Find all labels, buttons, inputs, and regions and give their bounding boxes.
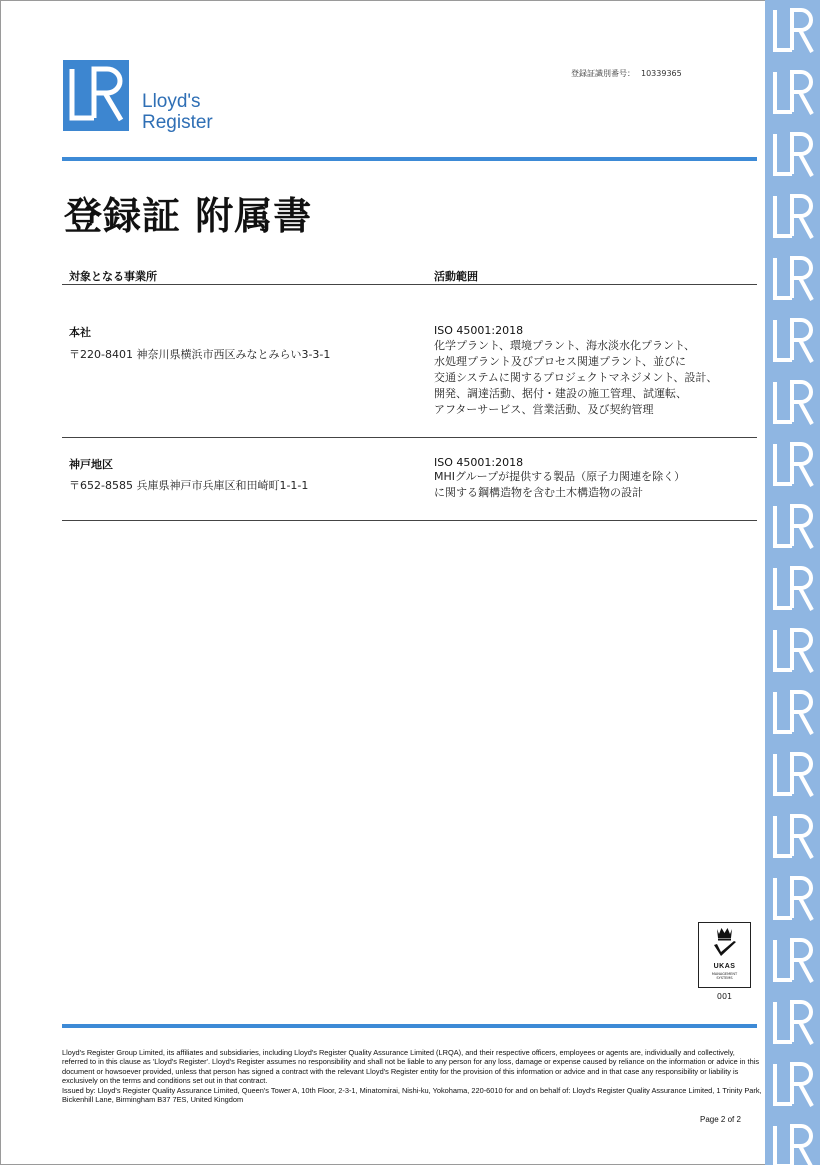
site-address: 〒652-8585 兵庫県神戸市兵庫区和田崎町1-1-1 xyxy=(69,479,309,492)
lr-watermark-icon xyxy=(765,1116,820,1165)
lr-watermark-icon xyxy=(765,62,820,124)
ukas-wordmark: UKAS xyxy=(713,963,736,970)
lr-watermark-icon xyxy=(765,992,820,1054)
ukas-subtitle xyxy=(699,972,750,980)
lr-watermark-icon xyxy=(765,930,820,992)
certificate-id xyxy=(571,68,682,79)
scope-line: 開発、調達活動、据付・建設の施工管理、試運転、 xyxy=(434,387,687,400)
row-divider xyxy=(62,437,757,438)
lr-watermark-icon xyxy=(765,434,820,496)
site-name: 本社 xyxy=(69,326,91,339)
header-rule xyxy=(62,157,757,161)
lr-watermark-icon xyxy=(765,682,820,744)
column-header-scope: 活動範囲 xyxy=(434,270,478,283)
ukas-sub-line: MANAGEMENT xyxy=(711,972,738,976)
standard-label: ISO 45001:2018 xyxy=(434,324,524,337)
scope-text xyxy=(434,469,764,501)
column-header-site: 対象となる事業所 xyxy=(69,270,157,283)
site-name: 神戸地区 xyxy=(69,458,113,471)
lr-watermark-icon xyxy=(765,744,820,806)
lr-watermark-icon xyxy=(765,248,820,310)
scope-line: 交通システムに関するプロジェクトマネジメント、設計、 xyxy=(434,371,718,384)
ukas-accreditation-mark xyxy=(698,922,751,988)
scope-line: 水処理プラント及びプロセス関連プラント、並びに xyxy=(434,355,687,368)
lr-watermark-icon xyxy=(765,620,820,682)
lr-watermark-icon xyxy=(765,868,820,930)
lr-watermark-icon xyxy=(765,0,820,62)
lr-watermark-icon xyxy=(765,124,820,186)
lr-watermark-icon xyxy=(765,1054,820,1116)
ukas-sub-line: SYSTEMS xyxy=(716,976,733,980)
table-header-divider xyxy=(62,284,757,285)
scope-line: MHIグループが提供する製品（原子力関連を除く） xyxy=(434,470,686,483)
lr-watermark-icon xyxy=(765,372,820,434)
scope-text xyxy=(434,338,764,418)
page-number: Page 2 of 2 xyxy=(700,1115,741,1124)
logo-line-2: Register xyxy=(142,112,213,133)
lr-watermark-icon xyxy=(765,310,820,372)
footer-disclaimer xyxy=(62,1048,762,1104)
page-title: 登録証 附属書 xyxy=(64,194,313,238)
certificate-id-value: 10339365 xyxy=(641,69,682,78)
scope-line: に関する鋼構造物を含む土木構造物の設計 xyxy=(434,486,643,499)
row-divider xyxy=(62,520,757,521)
lr-watermark-icon xyxy=(765,496,820,558)
issued-by-text: Issued by: Lloyd's Register Quality Assurance Limited, Queen's Tower A, 10th Floor, 2-3-1, Minatomirai, Nishi-ku, Yokohama, 220-6010 for and on behalf of: Lloyd's Register Quality Assurance Limited, 1 Trinity Park, Bickenhill Lane, Birmingham B37 7ES, United Kingdom xyxy=(62,1085,762,1105)
lr-watermark-icon xyxy=(765,186,820,248)
scope-line: アフターサービス、営業活動、及び契約管理 xyxy=(434,403,654,416)
scope-line: 化学プラント、環境プラント、海水淡水化プラント、 xyxy=(434,339,696,352)
accreditation-number: 001 xyxy=(716,992,733,1001)
logo-line-1: Lloyd's xyxy=(142,91,201,112)
lr-watermark-strip xyxy=(765,0,820,1165)
lr-watermark-icon xyxy=(765,558,820,620)
logo-wordmark xyxy=(142,91,262,133)
lr-logo-mark xyxy=(63,60,129,131)
disclaimer-text: Lloyd's Register Group Limited, its affiliates and subsidiaries, including Lloyd's Register Quality Assurance Limited (LRQA), and their respective officers, employees or agents are, individually and collectively, referred to in this clause as 'Lloyd's Register'. Lloyd's Register assumes no responsibility and shall not be liable to any person for any loss, damage or expense caused by reliance on the information or advice in this document or howsoever provided, unless that person has signed a contract with the relevant Lloyd's Register entity for the provision of this information or advice and in that case any responsibility or liability is exclusively on the terms and conditions set out in that contract. xyxy=(62,1048,760,1086)
standard-label: ISO 45001:2018 xyxy=(434,456,524,469)
footer-rule xyxy=(62,1024,757,1028)
site-address: 〒220-8401 神奈川県横浜市西区みなとみらい3-3-1 xyxy=(69,348,331,361)
certificate-id-label: 登録証識別番号： xyxy=(571,69,635,78)
lr-watermark-icon xyxy=(765,806,820,868)
crown-tick-icon xyxy=(699,923,750,963)
